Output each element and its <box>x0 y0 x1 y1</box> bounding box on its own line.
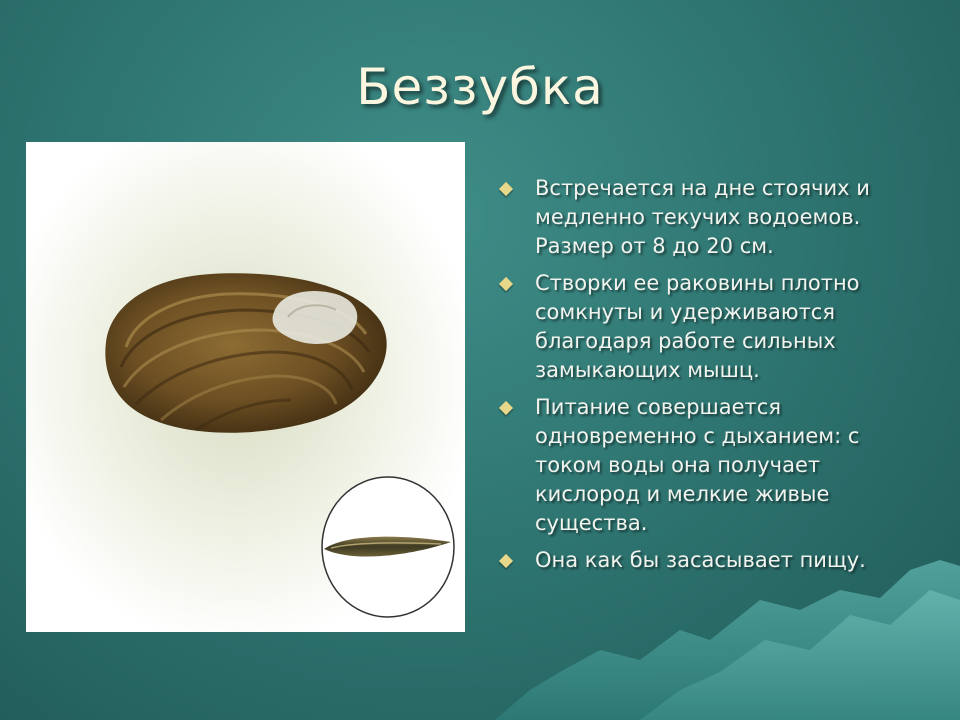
bullet-text: Питание совершается одновременно с дыханием: с током воды она получает кислород и мелкие живые существа. <box>535 395 860 535</box>
diamond-bullet-icon <box>499 401 513 415</box>
mussel-picture <box>26 142 465 632</box>
slide-title: Беззубка <box>356 58 604 116</box>
bullet-text: Она как бы засасывает пищу. <box>535 548 866 572</box>
bullet-item-4 <box>498 546 918 575</box>
diamond-bullet-icon <box>499 182 513 196</box>
bullet-item-2 <box>498 269 918 385</box>
mussel-illustration <box>26 142 465 632</box>
bullet-item-1 <box>498 174 918 261</box>
bullet-text: Створки ее раковины плотно сомкнуты и удерживаются благодаря работе сильных замыкающих мышц. <box>535 271 860 382</box>
shell-side-inset <box>322 477 454 617</box>
bullet-text: Встречается на дне стоячих и медленно текучих водоемов. Размер от 8 до 20 см. <box>535 176 870 258</box>
bullet-list <box>498 174 918 583</box>
bullet-item-3 <box>498 393 918 538</box>
diamond-bullet-icon <box>499 277 513 291</box>
diamond-bullet-icon <box>499 554 513 568</box>
